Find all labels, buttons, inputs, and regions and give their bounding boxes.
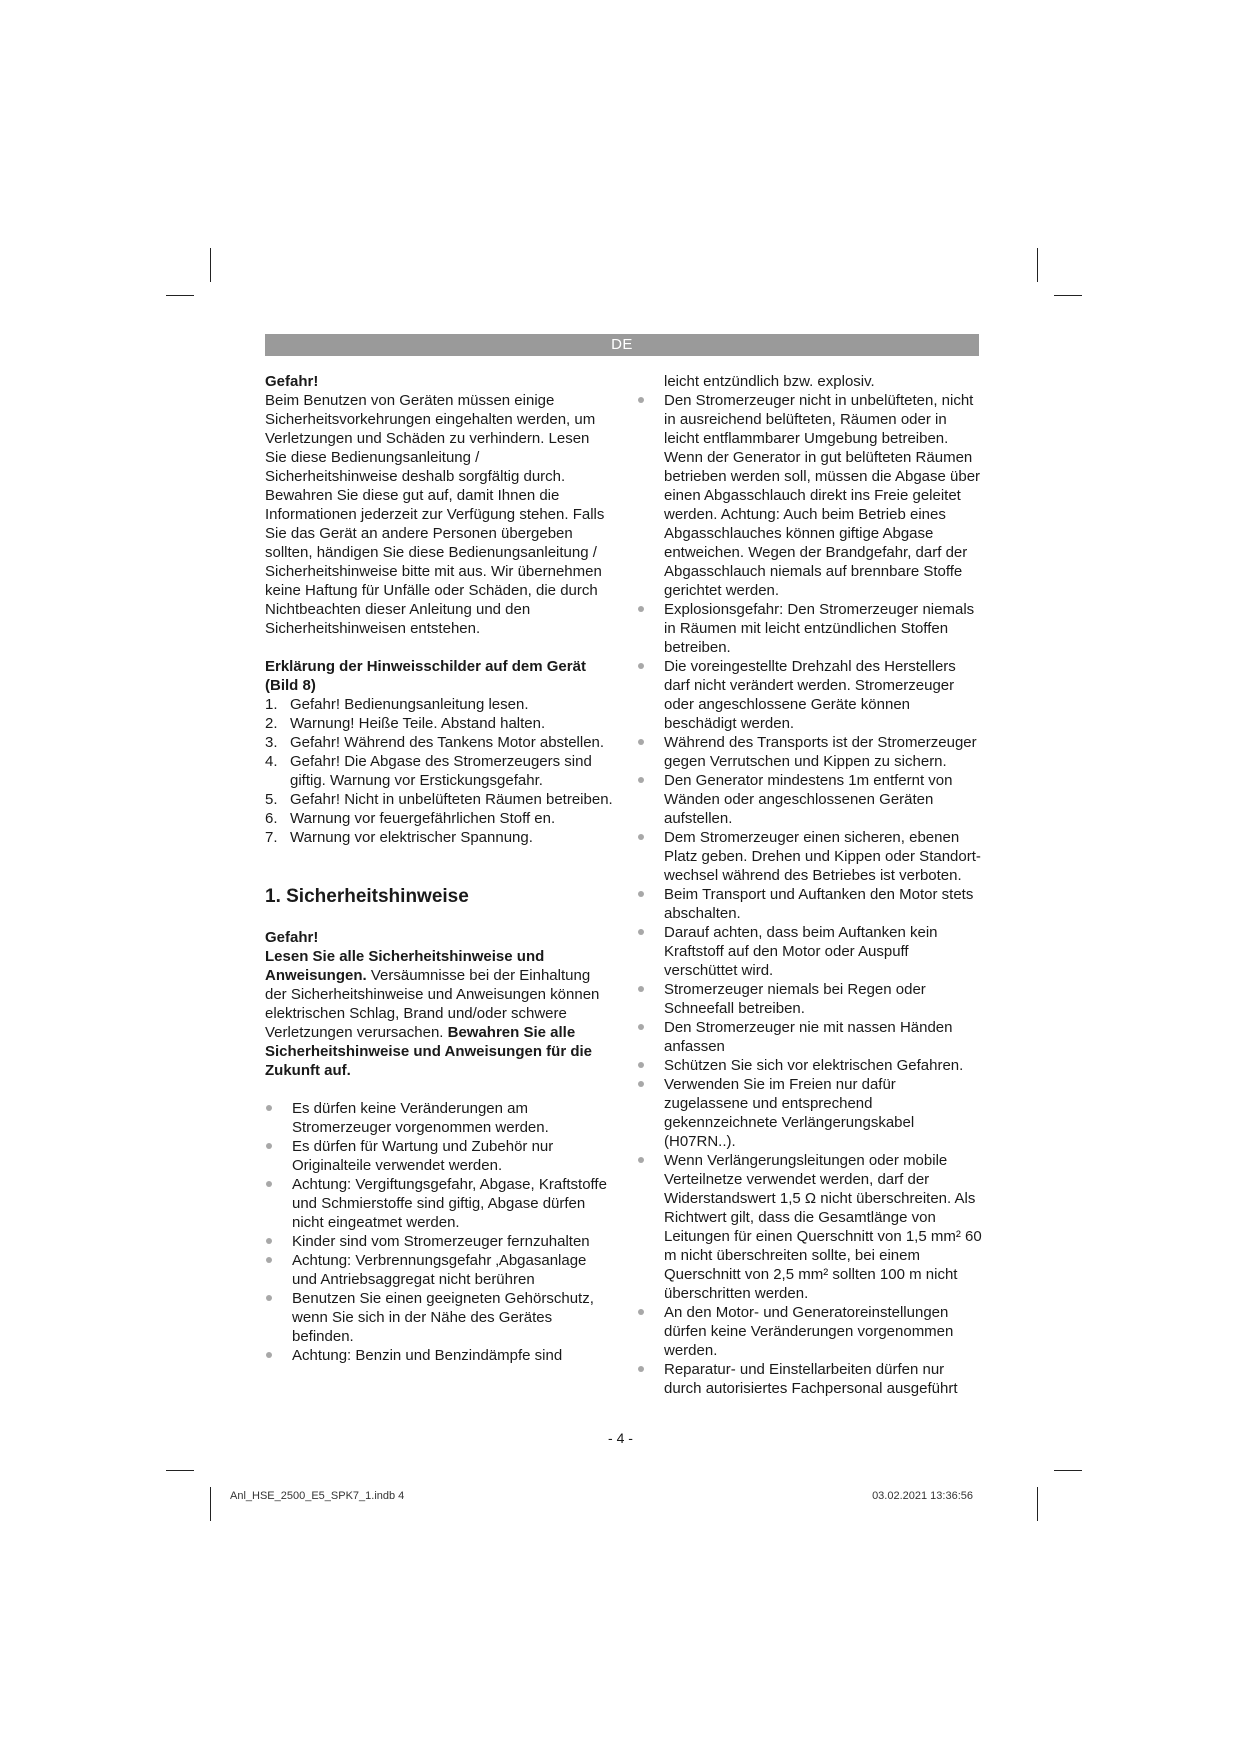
left-bullet-list (265, 1099, 615, 1365)
section-title: 1. Sicherheitshinweise (265, 886, 469, 907)
list-item: 3. Gefahr! Während des Tankens Motor abstellen. (265, 734, 605, 751)
list-item: Achtung: Verbrennungsgefahr ‚Abgasanlage und Antriebsaggregat nicht berühren (265, 1251, 615, 1289)
list-item: Wenn Verlängerungsleitungen oder mobile Verteilnetze verwendet werden, darf der Widerstandswert 1,5 Ω nicht überschreiten. Als Richtwert gilt, dass die Gesamtlänge von Leitungen für einen Querschnitt von 1,5 mm² 60 m nicht überschreiten sollte, bei einem Querschnitt von 2,5 mm² sollten 100 m nicht überschritten werden. (637, 1151, 982, 1303)
list-item: 5. Gefahr! Nicht in unbelüfteten Räumen betreiben. (265, 791, 613, 808)
crop-mark (1054, 295, 1082, 296)
list-item: Explosionsgefahr: Den Stromerzeuger niemals in Räumen mit leicht entzündlichen Stoffen betreiben. (637, 600, 982, 657)
right-bullet-list (637, 391, 982, 1398)
right-column (637, 372, 982, 1398)
list-item: 7. Warnung vor elektrischer Spannung. (265, 829, 533, 846)
list-item: Achtung: Vergiftungsgefahr, Abgase, Kraftstoffe und Schmierstoffe sind giftig, Abgase dürfen nicht eingeatmet werden. (265, 1175, 615, 1232)
crop-mark (166, 1470, 194, 1471)
footer-datetime: 03.02.2021 13:36:56 (872, 1490, 973, 1502)
crop-mark (210, 248, 211, 282)
signs-heading: Erklärung der Hinweisschilder auf dem Gerät (Bild 8) (265, 658, 586, 694)
crop-mark (1054, 1470, 1082, 1471)
danger-text: Beim Benutzen von Geräten müssen einige Sicherheitsvorkehrungen eingehalten werden, um Verletzungen und Schäden zu verhindern. Lesen Sie diese Bedienungsanleitung / Sicherheitshinweise deshalb sorgfältig durch. Bewahren Sie diese gut auf, damit Ihnen die Informationen jederzeit zur Verfügung stehen. Falls Sie das Gerät an andere Personen übergeben sollten, händigen Sie diese Bedienungsanleitung / Sicherheitshinweise bitte mit aus. Wir übernehmen keine Haftung für Unfälle oder Schäden, die durch Nichtbeachten dieser Anleitung und den Sicherheitshinweisen entstehen. (265, 392, 605, 637)
crop-mark (210, 1487, 211, 1521)
read-all-paragraph: Lesen Sie alle Sicherheitshinweise und Anweisungen. Versäumnisse bei der Einhaltung der Sicherheitshinweise und Anweisungen können elektrischen Schlag, Brand und/oder schwere Verletzungen verursachen. Bewahren Sie alle Sicherheitshinweise und Anweisungen für die Zukunft auf. (265, 948, 600, 1079)
list-item: Schützen Sie sich vor elektrischen Gefahren. (637, 1056, 982, 1075)
list-item: 4. Gefahr! Die Abgase des Stromerzeugers sind giftig. Warnung vor Erstickungsgefahr. (265, 753, 592, 789)
list-item: Benutzen Sie einen geeigneten Gehörschutz, wenn Sie sich in der Nähe des Gerätes befinden. (265, 1289, 615, 1346)
crop-mark (1037, 1487, 1038, 1521)
list-item: Stromerzeuger niemals bei Regen oder Schneefall betreiben. (637, 980, 982, 1018)
list-item: Es dürfen für Wartung und Zubehör nur Originalteile verwendet werden. (265, 1137, 615, 1175)
language-bar: DE (265, 334, 979, 356)
list-item: Darauf achten, dass beim Auftanken kein Kraftstoff auf den Motor oder Auspuff verschüttet wird. (637, 923, 982, 980)
signs-list (265, 695, 615, 847)
list-item: Während des Transports ist der Stromerzeuger gegen Verrutschen und Kippen zu sichern. (637, 733, 982, 771)
list-item: An den Motor- und Generatoreinstellungen dürfen keine Veränderungen vorgenommen werden. (637, 1303, 982, 1360)
list-item: Den Generator mindestens 1m entfernt von Wänden oder angeschlossenen Geräten aufstellen. (637, 771, 982, 828)
left-column (265, 372, 615, 1365)
list-item: Es dürfen keine Veränderungen am Stromerzeuger vorgenommen werden. (265, 1099, 615, 1137)
list-item: Kinder sind vom Stromerzeuger fernzuhalten (265, 1232, 615, 1251)
list-item: Beim Transport und Auftanken den Motor stets abschalten. (637, 885, 982, 923)
page-number: - 4 - (608, 1430, 633, 1446)
crop-mark (166, 295, 194, 296)
continuation-text: leicht entzündlich bzw. explosiv. (664, 373, 875, 390)
list-item: Den Stromerzeuger nie mit nassen Händen anfassen (637, 1018, 982, 1056)
footer-filename: Anl_HSE_2500_E5_SPK7_1.indb 4 (230, 1490, 405, 1502)
list-item: Die voreingestellte Drehzahl des Herstellers darf nicht verändert werden. Stromerzeuger oder angeschlossene Geräte können beschädigt werden. (637, 657, 982, 733)
list-item: Den Stromerzeuger nicht in unbelüfteten, nicht in ausreichend belüfteten, Räumen oder in leicht entflammbarer Umgebung betreiben. Wenn der Generator in gut belüfteten Räumen betrieben werden soll, müssen die Abgase über einen Abgasschlauch direkt ins Freie geleitet werden. Achtung: Auch beim Betrieb eines Abgasschlauches können giftige Abgase entweichen. Wegen der Brandgefahr, darf der Abgasschlauch niemals auf brennbare Stoffe gerichtet werden. (637, 391, 982, 600)
list-item: 2. Warnung! Heiße Teile. Abstand halten. (265, 715, 546, 732)
list-item: Reparatur- und Einstellarbeiten dürfen nur durch autorisiertes Fachpersonal ausgeführt (637, 1360, 982, 1398)
list-item: Dem Stromerzeuger einen sicheren, ebenen Platz geben. Drehen und Kippen oder Standort-wechsel während des Betriebes ist verboten. (637, 828, 982, 885)
crop-mark (1037, 248, 1038, 282)
list-item: 6. Warnung vor feuergefährlichen Stoff en. (265, 810, 556, 827)
list-item: 1. Gefahr! Bedienungsanleitung lesen. (265, 696, 529, 713)
danger-heading: Gefahr! (265, 373, 319, 390)
list-item: Verwenden Sie im Freien nur dafür zugelassene und entsprechend gekennzeichnete Verlängerungskabel (H07RN..). (637, 1075, 982, 1151)
section-danger-heading: Gefahr! (265, 929, 319, 946)
list-item: Achtung: Benzin und Benzindämpfe sind (265, 1346, 615, 1365)
